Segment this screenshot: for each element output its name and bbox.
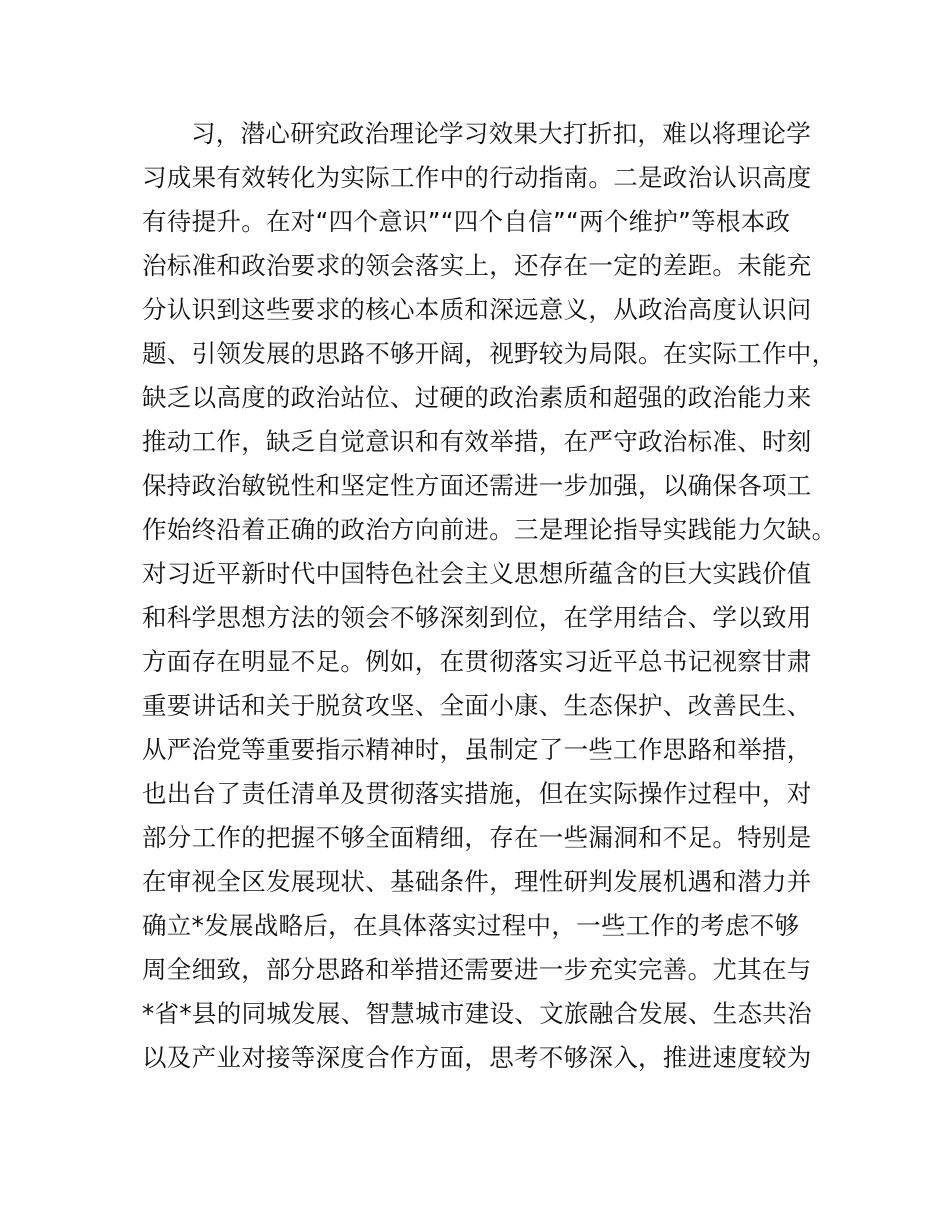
text-line: 在审视全区发展现状、基础条件，理性研判发展机遇和潜力并 (142, 867, 812, 896)
text-line: 重要讲话和关于脱贫攻坚、全面小康、生态保护、改善民生、 (142, 691, 812, 720)
text-line: 从严治党等重要指示精神时，虽制定了一些工作思路和举措， (142, 735, 812, 764)
text-line: 方面存在明显不足。例如，在贯彻落实习近平总书记视察甘肃 (142, 647, 812, 676)
text-line: 对习近平新时代中国特色社会主义思想所蕴含的巨大实践价值 (142, 559, 812, 588)
text-line: 有待提升。在对“四个意识”“四个自信”“两个维护”等根本政 (142, 207, 791, 236)
text-line: 确立*发展战略后，在具体落实过程中，一些工作的考虑不够 (142, 911, 800, 940)
text-line: 治标准和政治要求的领会落实上，还存在一定的差距。未能充 (142, 251, 812, 280)
text-line: 周全细致，部分思路和举措还需要进一步充实完善。尤其在与 (142, 955, 812, 984)
text-line: 习成果有效转化为实际工作中的行动指南。二是政治认识高度 (142, 163, 812, 192)
text-line: 分认识到这些要求的核心本质和深远意义，从政治高度认识问 (142, 295, 812, 324)
text-line: 推动工作，缺乏自觉意识和有效举措，在严守政治标准、时刻 (142, 427, 812, 456)
text-line: 缺乏以高度的政治站位、过硬的政治素质和超强的政治能力来 (142, 383, 812, 412)
text-line: 习，潜心研究政治理论学习效果大打折扣，难以将理论学 (191, 119, 811, 148)
text-line: 部分工作的把握不够全面精细，存在一些漏洞和不足。特别是 (142, 823, 812, 852)
text-line: 和科学思想方法的领会不够深刻到位，在学用结合、学以致用 (142, 603, 812, 632)
text-line: 保持政治敏锐性和坚定性方面还需进一步加强，以确保各项工 (142, 471, 812, 500)
text-line: 题、引领发展的思路不够开阔，视野较为局限。在实际工作中， (142, 339, 837, 368)
text-line: 以及产业对接等深度合作方面，思考不够深入，推进速度较为 (142, 1043, 812, 1072)
text-line: 作始终沿着正确的政治方向前进。三是理论指导实践能力欠缺。 (142, 515, 837, 544)
text-line: *省*县的同城发展、智慧城市建设、文旅融合发展、生态共治 (142, 999, 812, 1028)
text-line: 也出台了责任清单及贯彻落实措施，但在实际操作过程中，对 (142, 779, 812, 808)
